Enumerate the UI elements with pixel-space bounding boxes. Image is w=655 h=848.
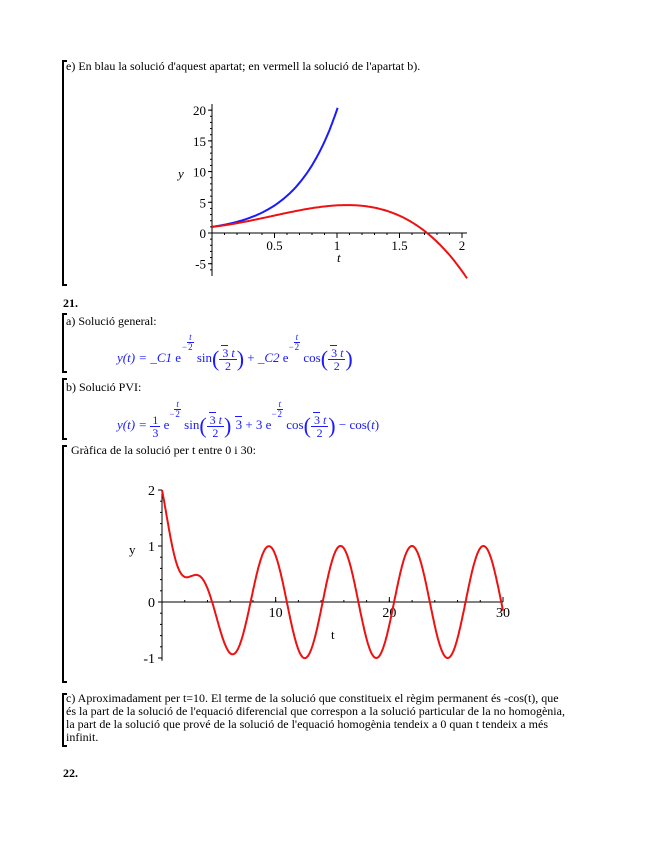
part-e-text: e) En blau la solució d'aquest apartat; en vermell la solució de l'apartat b). [66, 59, 421, 73]
chart-21-ytick-label: 2 [148, 484, 155, 499]
part-b-label: b) Solució PVI: [66, 380, 142, 394]
chart-21-ytick-label: -1 [143, 652, 155, 667]
chart-21-xtick-label: 10 [268, 606, 283, 621]
chart-21-xtick-label: 30 [496, 606, 510, 621]
graph-label: Gràfica de la solució per t entre 0 i 30: [71, 443, 256, 457]
section-bracket-graph [62, 445, 64, 683]
chart-21-xlabel: t [331, 627, 335, 642]
chart-e-ytick-label: -5 [195, 256, 206, 272]
chart-e-xtick-label: 0.5 [266, 238, 283, 253]
chart-e-xtick-label: 1 [333, 238, 341, 253]
section-bracket-a [62, 313, 64, 373]
chart-21-ytick-label: 1 [148, 540, 155, 555]
chart-e-xtick-label: 1.5 [391, 238, 408, 253]
chart-e-ytick-label: 10 [193, 164, 206, 180]
chart-21-ylabel: y [129, 542, 136, 557]
chart-e-ytick-label: 0 [199, 226, 206, 241]
section-bracket-c [62, 693, 64, 747]
chart-e-series-blue [212, 108, 338, 227]
chart-e-ylabel: y [178, 166, 184, 181]
chart-e-xtick-label: 2 [458, 238, 466, 253]
chart-21-ytick-label: 0 [148, 596, 155, 611]
part-a-lhs: y(t) = [117, 350, 148, 365]
part-c-line-3: la part de la solució que prové de la solució de l'equació homogènia tendeix a 0 quan t tendeix a més [66, 717, 549, 731]
problem-21-heading: 21. [63, 296, 78, 310]
problem-22-heading: 22. [63, 766, 78, 780]
chart-21-xtick-label: 20 [382, 606, 397, 621]
part-b-formula: y(t) = $\frac{1}{3}$ e− $\frac{t}{2}$ sin( $\frac{3 t}{2}$ ) 3 + 3 e− $\frac{t}{2}$ cos( $\frac{3 t}{2}$ ) − cos(t) [117, 399, 380, 440]
section-bracket-e [62, 60, 64, 286]
part-b-lhs: y(t) = [117, 417, 148, 432]
part-c-line-1: c) Aproximadament per t=10. El terme de la solució que constitueix el règim permanent és -cos(t), que [66, 691, 559, 705]
chart-21 [110, 478, 530, 668]
chart-e-ytick-label: 5 [199, 195, 206, 211]
part-c-text [66, 692, 626, 744]
part-c-line-2: és la part de la solució de l'equació diferencial que correspon a la solució particular de la no homogènia, [66, 704, 565, 718]
chart-e-ytick-label: 15 [193, 133, 206, 149]
chart-e-xlabel: t [337, 250, 341, 265]
chart-e [160, 90, 480, 280]
section-bracket-b [62, 378, 64, 440]
part-a-label: a) Solució general: [66, 314, 157, 328]
part-c-line-4: infinit. [66, 730, 99, 744]
part-a-formula: y(t) = _C1 e− $\frac{t}{2}$ sin( $\frac{3 t}{2}$ ) + _C2 e− $\frac{t}{2}$ cos( $\frac{3 t}{2}$ ) [117, 332, 353, 373]
chart-e-ytick-label: 20 [193, 103, 206, 119]
